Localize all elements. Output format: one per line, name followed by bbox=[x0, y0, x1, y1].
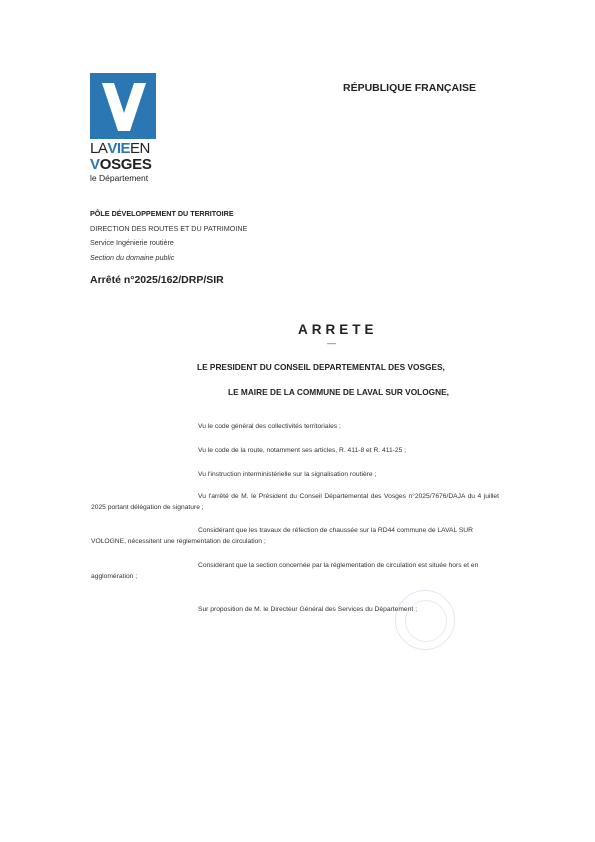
arrete-number: Arrêté n°2025/162/DRP/SIR bbox=[90, 274, 224, 286]
visa-delegation: Vu l'arrêté de M. le Président du Conseil Départemental des Vosges n°2025/7676/DAJA du 4 juillet 2025 portant délégation de signature ; bbox=[91, 493, 499, 511]
department-logo-mark bbox=[90, 73, 156, 139]
visa-code-route: Vu le code de la route, notamment ses articles, R. 411-8 et R. 411-25 ; bbox=[198, 447, 407, 454]
title-separator: — bbox=[327, 338, 336, 348]
considerant-travaux: Considérant que les travaux de réfection de chaussée sur la RD44 commune de LAVAL SUR VOLOGNE, nécessitent une réglementation de circulation ; bbox=[91, 527, 473, 545]
authority-maire: LE MAIRE DE LA COMMUNE DE LAVAL SUR VOLOGNE, bbox=[228, 387, 449, 397]
document-title: ARRETE bbox=[298, 322, 378, 337]
direction-name: DIRECTION DES ROUTES ET DU PATRIMOINE bbox=[90, 223, 248, 233]
visa-instruction: Vu l'instruction interministérielle sur la signalisation routière ; bbox=[198, 471, 377, 478]
authority-president: LE PRESIDENT DU CONSEIL DEPARTEMENTAL DES VOSGES, bbox=[197, 362, 445, 372]
logo-line-vosges: VOSGES bbox=[90, 156, 152, 173]
v-letter-icon bbox=[90, 73, 156, 139]
service-name: Service Ingénierie routière bbox=[90, 238, 174, 247]
considerant-section: Considérant que la section concernée par la réglementation de circulation est située hors et en agglomération ; bbox=[91, 562, 479, 580]
faint-seal-inner-ring bbox=[405, 600, 447, 642]
visa-cgct: Vu le code général des collectivités territoriales ; bbox=[198, 423, 341, 430]
faint-seal-stamp bbox=[395, 590, 455, 650]
section-name: Section du domaine public bbox=[90, 252, 175, 262]
service-block bbox=[90, 207, 247, 265]
pole-name: PÔLE DÉVELOPPEMENT DU TERRITOIRE bbox=[90, 209, 234, 218]
logo-line-la-vie-en: LAVIEEN bbox=[90, 140, 150, 157]
sur-proposition: Sur proposition de M. le Directeur Général des Services du Département ; bbox=[198, 606, 417, 613]
department-logo-wordmark bbox=[90, 141, 152, 183]
logo-line-departement: le Département bbox=[90, 173, 149, 183]
republique-francaise-heading: RÉPUBLIQUE FRANÇAISE bbox=[343, 82, 477, 94]
